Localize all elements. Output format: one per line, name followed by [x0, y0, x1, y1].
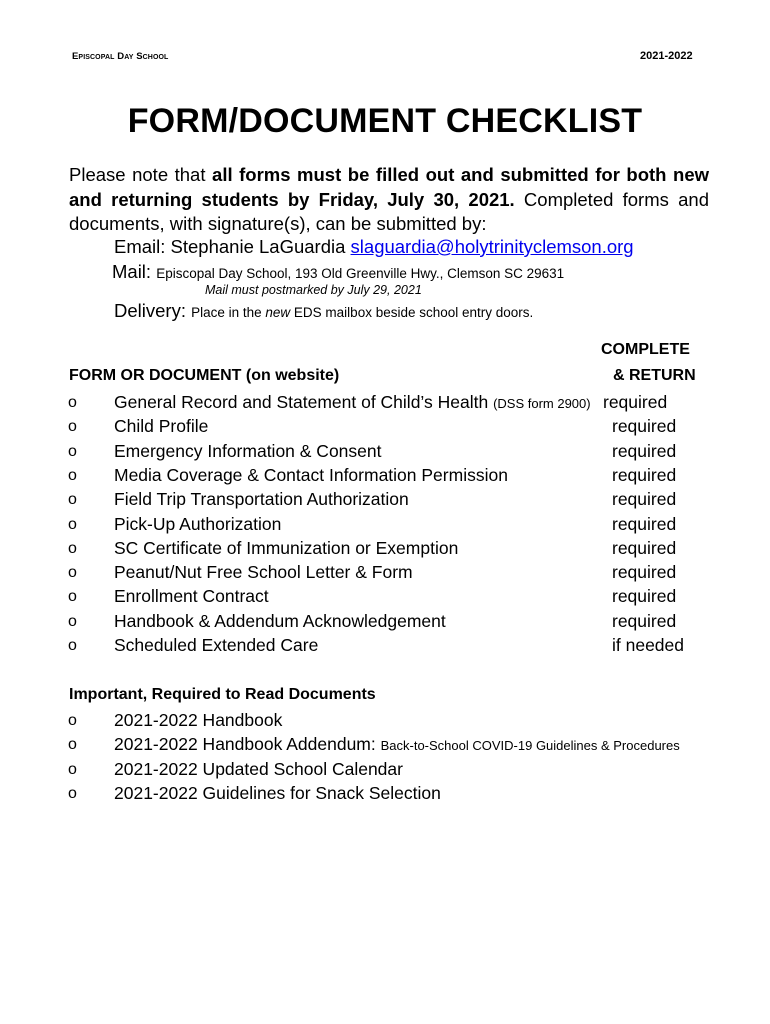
form-item	[114, 416, 208, 437]
form-item	[114, 611, 446, 632]
form-item-status: if needed	[612, 635, 685, 655]
form-item	[114, 562, 413, 583]
form-item-name: Field Trip Transportation Authorization	[114, 489, 409, 509]
form-item-name: Peanut/Nut Free School Letter & Form	[114, 562, 413, 582]
form-item	[114, 635, 318, 656]
form-item-status: required	[612, 514, 677, 534]
read-doc-name: 2021-2022 Guidelines for Snack Selection	[114, 783, 441, 803]
mail-line	[112, 261, 564, 283]
list-bullet: o	[68, 418, 77, 435]
form-item-name: Pick-Up Authorization	[114, 514, 282, 534]
read-doc-name: 2021-2022 Handbook	[114, 710, 283, 730]
form-item	[114, 538, 458, 559]
list-bullet: o	[68, 516, 77, 533]
email-link[interactable]: slaguardia@holytrinityclemson.org	[350, 236, 634, 257]
form-item-name: Scheduled Extended Care	[114, 635, 319, 655]
list-bullet: o	[68, 467, 77, 484]
read-doc-name: 2021-2022 Updated School Calendar	[114, 759, 403, 779]
form-item-status: required	[612, 586, 677, 606]
list-bullet: o	[68, 785, 77, 802]
read-doc-note: Back-to-School COVID-19 Guidelines & Procedures	[380, 738, 680, 753]
form-item-name: General Record and Statement of Child’s Health	[114, 392, 494, 412]
page-title: FORM/DOCUMENT CHECKLIST	[127, 102, 643, 140]
form-item-status: required	[612, 538, 677, 558]
email-label: Email: Stephanie LaGuardia	[114, 236, 351, 257]
read-doc-item	[114, 759, 403, 780]
form-item-status: required	[612, 441, 677, 461]
form-item-name: Media Coverage & Contact Information Permission	[114, 465, 508, 485]
delivery-pre: Place in the	[191, 305, 266, 320]
form-item-name: Handbook & Addendum Acknowledgement	[114, 611, 446, 631]
delivery-post: EDS mailbox beside school entry doors.	[290, 305, 534, 320]
mail-note: Mail must postmarked by July 29, 2021	[205, 283, 422, 297]
mail-label: Mail:	[112, 261, 157, 282]
intro-rest: Completed forms and documents, with signature(s), can be submitted by:	[69, 188, 709, 234]
read-doc-name: 2021-2022 Handbook Addendum:	[114, 734, 381, 754]
form-item	[114, 514, 281, 535]
form-item-status: required	[612, 562, 677, 582]
read-docs-heading: Important, Required to Read Documents	[69, 686, 376, 703]
intro-lead: Please note that	[69, 164, 213, 185]
form-item	[114, 465, 508, 486]
complete-header: COMPLETE	[601, 341, 690, 358]
form-item-status: required	[612, 611, 677, 631]
intro-paragraph	[69, 163, 709, 237]
list-bullet: o	[68, 588, 77, 605]
form-item	[114, 489, 409, 510]
form-item-status: required	[612, 416, 677, 436]
list-bullet: o	[68, 637, 77, 654]
delivery-line	[114, 300, 533, 322]
intro-deadline: all forms must be filled out and submitted for both new and returning students by Friday, July 30, 2021.	[69, 164, 709, 210]
form-item-name: Emergency Information & Consent	[114, 441, 382, 461]
form-item-status: required	[612, 465, 677, 485]
email-line	[114, 236, 634, 258]
school-year: 2021-2022	[640, 50, 693, 62]
form-item	[114, 586, 269, 607]
delivery-label: Delivery:	[114, 300, 192, 321]
form-item	[114, 441, 382, 462]
list-bullet: o	[68, 540, 77, 557]
form-item-note: (DSS form 2900)	[493, 396, 591, 411]
list-bullet: o	[68, 736, 77, 753]
list-bullet: o	[68, 491, 77, 508]
form-item-name: Enrollment Contract	[114, 586, 269, 606]
list-bullet: o	[68, 564, 77, 581]
delivery-new: new	[265, 305, 291, 320]
list-bullet: o	[68, 443, 77, 460]
form-item-status: required	[612, 489, 677, 509]
form-item	[114, 392, 591, 413]
list-bullet: o	[68, 761, 77, 778]
form-item-name: Child Profile	[114, 416, 209, 436]
return-header: & RETURN	[613, 367, 696, 384]
mail-address: Episcopal Day School, 193 Old Greenville Hwy., Clemson SC 29631	[156, 266, 565, 281]
form-item-name: SC Certificate of Immunization or Exemption	[114, 538, 459, 558]
read-doc-item	[114, 710, 282, 731]
list-bullet: o	[68, 712, 77, 729]
form-column-header: FORM OR DOCUMENT (on website)	[69, 367, 340, 384]
school-name: Episcopal Day School	[72, 51, 169, 62]
list-bullet: o	[68, 613, 77, 630]
read-doc-item	[114, 734, 680, 755]
form-item-status: required	[603, 392, 668, 412]
read-doc-item	[114, 783, 441, 804]
list-bullet: o	[68, 394, 77, 411]
